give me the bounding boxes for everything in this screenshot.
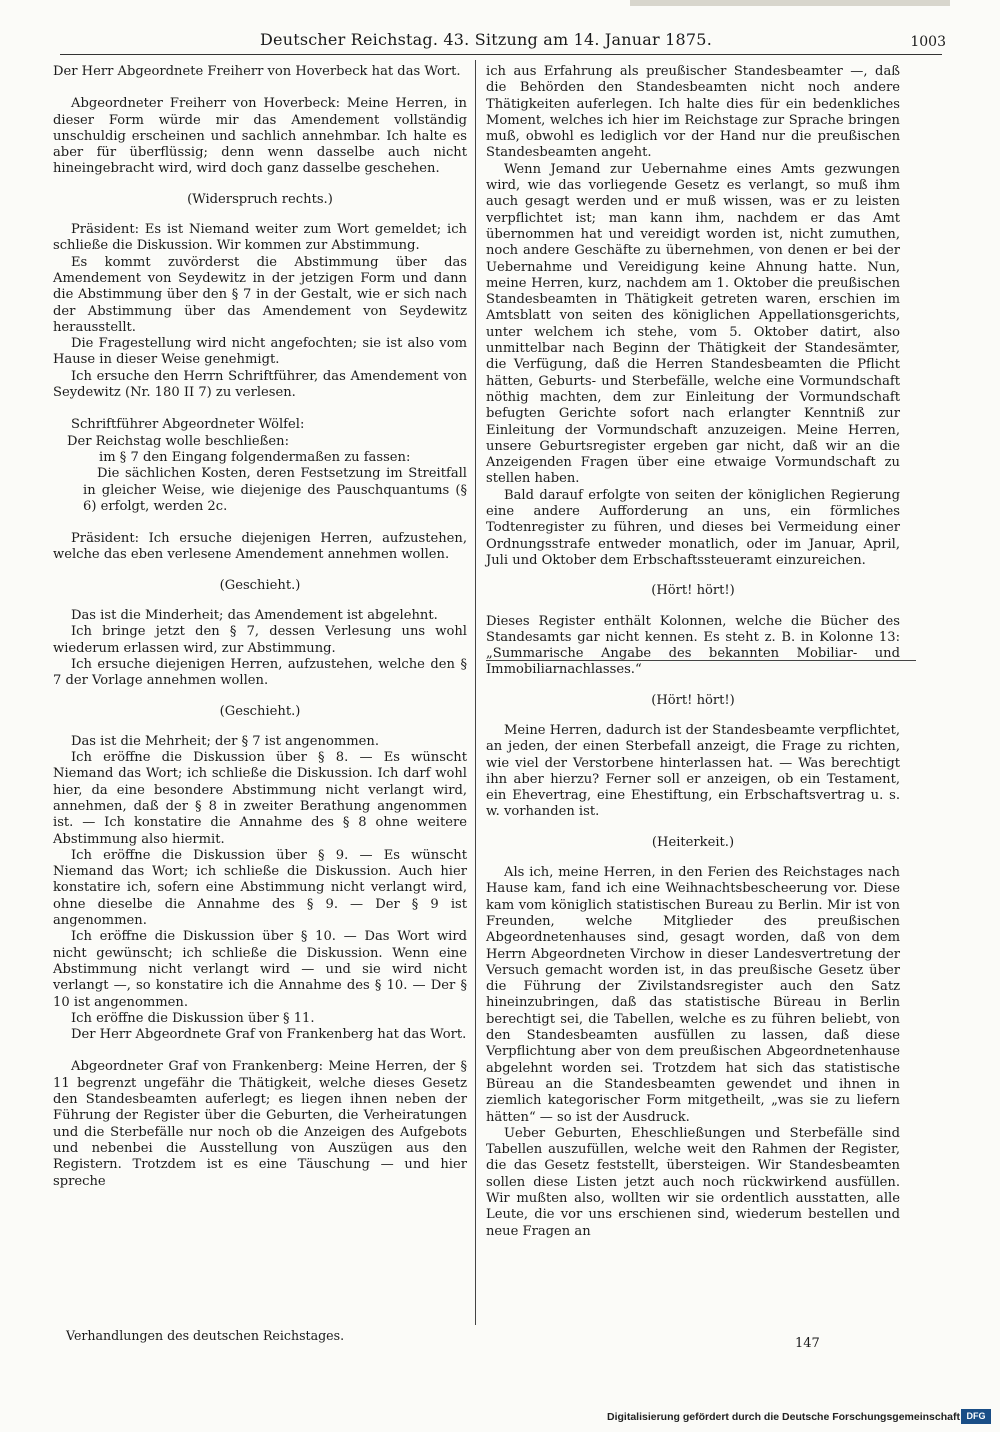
interjection: (Widerspruch rechts.) xyxy=(187,191,333,207)
paragraph: Ich eröffne die Diskussion über § 9. — Es wünscht Niemand das Wort; ich schließe die Diskussion. Auch hier konstatire ich, sofern eine Abstimmung nicht verlangt wird, ohne dieselbe die Annahme des § 9. — Der § 9 ist angenommen. xyxy=(53,847,467,929)
paragraph: Präsident: Es ist Niemand weiter zum Wort gemeldet; ich schließe die Diskussion. Wir kommen zur Abstimmung. xyxy=(53,222,467,254)
footer-sheet-number: 147 xyxy=(795,1336,820,1351)
paragraph: Der Herr Abgeordnete Freiherr von Hoverbeck hat das Wort. xyxy=(53,64,461,79)
paragraph: Der Herr Abgeordnete Graf von Frankenberg hat das Wort. xyxy=(71,1027,467,1043)
header-rule xyxy=(60,54,942,55)
running-title: Deutscher Reichstag. 43. Sitzung am 14. Januar 1875. xyxy=(260,30,712,49)
scan-edge xyxy=(630,0,950,6)
paragraph: Ich eröffne die Diskussion über § 11. xyxy=(71,1010,315,1026)
paragraph: Schriftführer Abgeordneter Wölfel: xyxy=(71,417,305,433)
interjection: (Hört! hört!) xyxy=(651,692,735,708)
paragraph: Präsident: Ich ersuche diejenigen Herren, aufzustehen, welche das eben verlesene Amendement annehmen wollen. xyxy=(53,531,467,563)
paragraph: Wenn Jemand zur Uebernahme eines Amts gezwungen wird, wie das vorliegende Gesetz es verlangt, so muß ihm auch gesagt werden und er muß wissen, was er zu leisten verpflichtet ist; man kann ihm, nachdem er das Amt übernommen hat und vereidigt worden ist, nicht zumuthen, noch andere Geschäfte zu übernehmen, von denen er bei der Uebernahme und Vereidigung keine Ahnung hatte. Nun, meine Herren, kurz, nachdem am 1. Oktober die preußischen Standesbeamten in Thätigkeit getreten waren, erschien im Amtsblatt von seiten des königlichen Appellationsgerichts, unter welchem ich stehe, vom 5. Oktober datirt, also unmittelbar nach Beginn der Thätigkeit der Standesämter, die Verfügung, daß die Herren Standesbeamten die Pflicht hätten, Geburts- und Sterbefälle, welche eine Vormundschaft nöthig machten, dem zur Einleitung der Vormundschaft befugten Gerichte sofort nach erlangter Kenntniß zur Einleitung der Vormundschaft anzuzeigen. Meine Herren, unsere Geburtsregister ergeben gar nicht, daß wir an die Anzeigenden Fragen über eine etwaige Vormundschaft zu stellen haben. xyxy=(486,161,900,487)
paragraph: ich aus Erfahrung als preußischer Standesbeamter —, daß die Behörden den Standesbeamten nicht noch andere Thätigkeiten auferlegen. Ich halte dies für ein bedenkliches Moment, welches ich hier im Reichstage zur Sprache bringen muß, obwohl es lediglich vor der Hand nur die preußischen Standesbeamten angeht. xyxy=(486,64,900,161)
paragraph: Die Fragestellung wird nicht angefochten; sie ist also vom Hause in dieser Weise genehmigt. xyxy=(53,336,467,368)
paragraph: Als ich, meine Herren, in den Ferien des Reichstages nach Hause kam, fand ich eine Weihnachtsbescheerung vor. Diese kam vom königlich statistischen Bureau zu Berlin. Mir ist von Freunden, welche Mitglieder des preußischen Abgeordnetenhauses sind, gesagt worden, daß von dem Herrn Abgeordneten Virchow in dieser Landesvertretung der Versuch gemacht worden ist, in das preußische Gesetz über die Führung der Zivilstandsregister auch den Satz hineinzubringen, daß das statistische Büreau in Berlin berechtigt sei, die Tabellen, welche es zu führen beliebt, von den Standesbeamten ausfüllen zu lassen, daß diese Verpflichtung aber von dem preußischen Abgeordnetenhause abgelehnt worden sei. Trotzdem hat sich das statistische Büreau an die Standesbeamten gewendet und ihnen in ziemlich kategorischer Form mitgetheilt, „was sie zu liefern hätten“ — so ist der Ausdruck. xyxy=(486,865,900,1125)
paragraph: Das ist die Mehrheit; der § 7 ist angenommen. xyxy=(71,733,379,749)
interjection: (Geschieht.) xyxy=(219,577,301,593)
page-header xyxy=(60,26,946,52)
page-number: 1003 xyxy=(910,34,946,50)
paragraph: Abgeordneter Graf von Frankenberg: Meine Herren, der § 11 begrenzt ungefähr die Thätigkeit, welche dieses Gesetz den Standesbeamten auferlegt; es liegen ihnen neben der Führung der Register über die Geburten, die Verheiratungen und die Sterbefälle nur noch ob die Anzeigen des Aufgebots und nebenbei die Ausstellung von Auszügen aus den Registern. Trotzdem ist es eine Täuschung — und hier spreche xyxy=(53,1059,467,1189)
digitization-note: Digitalisierung gefördert durch die Deutsche Forschungsgemeinschaft xyxy=(607,1411,960,1423)
dfg-logo-icon: DFG xyxy=(961,1409,991,1424)
paragraph: Ich eröffne die Diskussion über § 10. — Das Wort wird nicht gewünscht; ich schließe die Diskussion. Wenn eine Abstimmung nicht verlangt wird — und sie wird nicht verlangt —, so konstatire ich die Annahme des § 10. — Der § 10 ist angenommen. xyxy=(53,929,467,1010)
paragraph: Es kommt zuvörderst die Abstimmung über das Amendement von Seydewitz in der jetzigen Form und dann die Abstimmung über den § 7 in der Gestalt, wie er sich nach der Abstimmung über das Amendement von Seydewitz herausstellt. xyxy=(53,254,467,335)
interjection: (Hört! hört!) xyxy=(651,583,735,599)
paragraph: im § 7 den Eingang folgendermaßen zu fassen: xyxy=(99,449,411,465)
column-divider xyxy=(475,60,476,1325)
paragraph: Die sächlichen Kosten, deren Festsetzung im Streitfall in gleicher Weise, wie diejenige des Pauschquantums (§ 6) erfolgt, werden 2c. xyxy=(83,466,467,514)
paragraph: Ich ersuche diejenigen Herren, aufzustehen, welche den § 7 der Vorlage annehmen wollen. xyxy=(53,656,467,689)
paragraph: Der Reichstag wolle beschließen: xyxy=(67,433,290,449)
paragraph: Ich ersuche den Herrn Schriftführer, das Amendement von Seydewitz (Nr. 180 II 7) zu verlesen. xyxy=(53,368,467,401)
paragraph: Ich eröffne die Diskussion über § 8. — Es wünscht Niemand das Wort; ich schließe die Diskussion. Ich darf wohl hier, da eine besondere Abstimmung nicht verlangt wird, annehmen, daß der § 8 in zweiter Berathung angenommen ist. — Ich konstatire die Annahme des § 8 ohne weitere Abstimmung also hiermit. xyxy=(53,750,467,847)
paragraph: Ich bringe jetzt den § 7, dessen Verlesung uns wohl wiederum erlassen wird, zur Abstimmung. xyxy=(53,624,467,656)
interjection: (Heiterkeit.) xyxy=(651,834,735,850)
footer-source: Verhandlungen des deutschen Reichstages. xyxy=(66,1328,345,1343)
left-column xyxy=(53,64,467,1190)
interjection: (Geschieht.) xyxy=(219,703,301,719)
paragraph: Das ist die Minderheit; das Amendement ist abgelehnt. xyxy=(71,608,438,624)
paragraph: Meine Herren, dadurch ist der Standesbeamte verpflichtet, an jeden, der einen Sterbefall anzeigt, die Frage zu richten, wie viel der Verstorbene hinterlassen hat. — Was berechtigt ihn aber hierzu? Ferner soll er anzeigen, ob ein Testament, ein Ehevertrag, eine Ehestiftung, ein Erbschaftsvertrag u. s. w. vorhanden ist. xyxy=(486,722,900,820)
paragraph: Bald darauf erfolgte von seiten der königlichen Regierung eine andere Aufforderung an uns, ein förmliches Todtenregister zu führen, und dieses bei Vermeidung einer Ordnungsstrafe entweder monatlich, oder im Januar, April, Juli und Oktober dem Erbschaftssteueramt einzureichen. xyxy=(486,487,900,568)
paragraph: Abgeordneter Freiherr von Hoverbeck: Meine Herren, in dieser Form würde mir das Amendement vollständig unschuldig erscheinen und sachlich annehmbar. Ich halte es aber für überflüssig; denn wenn dasselbe auch nicht hineingebracht wird, wird doch ganz dasselbe geschehen. xyxy=(53,96,467,177)
paragraph: Ueber Geburten, Eheschließungen und Sterbefälle sind Tabellen auszufüllen, welche weit den Rahmen der Register, die das Gesetz feststellt, übersteigen. Wir Standesbeamten sollen diese Listen jetzt auch noch rückwirkend ausfüllen. Wir mußten also, wollten wir sie ordentlich ausstatten, alle Leute, die vor uns erschienen sind, wiederum bestellen und neue Fragen an xyxy=(486,1125,900,1239)
right-column xyxy=(486,64,900,1240)
paragraph: Dieses Register enthält Kolonnen, welche die Bücher des Standesamts gar nicht kennen. Es steht z. B. in Kolonne 13: „Summarische Angabe des bekannten Mobiliar- und Immobiliarnachlasses.“ xyxy=(486,613,900,678)
